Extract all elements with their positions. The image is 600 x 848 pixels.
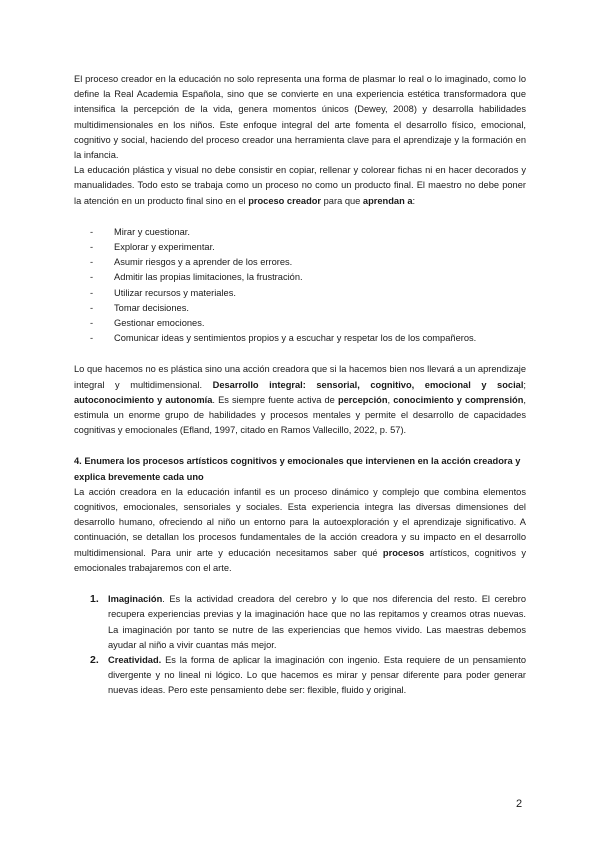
section-heading: 4. Enumera los procesos artísticos cognitivos y emocionales que intervienen en la acción creadora y explica brevemente cada uno	[74, 456, 521, 482]
bold-text: aprendan a	[362, 195, 413, 206]
page-content	[74, 72, 526, 699]
intro-paragraph: El proceso creador en la educación no solo representa una forma de plasmar lo real o lo imaginado, como lo define la Real Academia Española, sino que se convierte en una experiencia estética transformadora que intensifica la percepción de la vida, genera momentos únicos (Dewey, 2008) y desarrolla habilidades multidimensionales en los niños. Este enfoque integral del arte fomenta el desarrollo físico, emocional, cognitivo y social, haciendo del proceso creador una herramienta clave para el aprendizaje y la formación en la infancia.	[74, 74, 526, 161]
paragraph-text: La educación plástica y visual no debe consistir en copiar, rellenar y colorear fichas ni en hacer decorados y manualidades. Todo esto se trabaja como un proceso no como un producto final. El maestro no debe poner la atención en un producto final sino en el	[74, 165, 526, 206]
learning-list	[74, 225, 526, 347]
bold-text: proceso creador	[248, 195, 322, 206]
list-item: - Explorar y experimentar.	[90, 240, 526, 255]
bold-text: procesos	[382, 547, 425, 558]
list-number: 2.	[90, 653, 99, 666]
paragraph-text: Lo que hacemos no es plástica sino una acción creadora que si la hacemos bien nos llevará a un aprendizaje integral y multidimensional.	[74, 364, 526, 390]
paragraph-text: ;	[523, 379, 526, 390]
list-item	[74, 653, 526, 699]
process-term: Imaginación	[108, 594, 163, 605]
bold-text: percepción	[337, 394, 388, 405]
list-item: - Gestionar emociones.	[90, 316, 526, 331]
spacer	[74, 346, 526, 362]
paragraph-text: La acción creadora en la educación infantil es un proceso dinámico y complejo que combina elementos cognitivos, emocionales, sensoriales y sociales. Esta experiencia integra las diversas dimensiones del desarrollo humano, ofreciendo al niño un entorno para la autoexploración y el aprendizaje significativo. A continuación, se detallan los procesos fundamentales de la acción creadora y su impacto en el desarrollo multidimensional. Para unir arte y educación necesitamos saber qué	[74, 486, 526, 558]
process-description: . Es la actividad creadora del cerebro y lo que nos diferencia del resto. El cerebro recupera experiencias previas y la imaginación hace que no las repitamos y creamos otras nuevas. La imaginación por tanto se nutre de las experiencias que hemos vivido. Las maestras debemos ayudar al niño a vivir cuantas más mejor.	[108, 594, 526, 650]
list-item: - Comunicar ideas y sentimientos propios y a escuchar y respetar los de los compañeros.	[90, 331, 526, 346]
process-description: Es la forma de aplicar la imaginación con ingenio. Esta requiere de un pensamiento divergente y no lineal ni lógico. Lo que hacemos es mirar y pensar diferente para poder generar nuevas ideas. Pero este pensamiento debe ser: flexible, fluido y original.	[108, 654, 526, 696]
list-number: 1.	[90, 593, 99, 606]
bold-text: autoconocimiento y autonomía	[74, 394, 213, 405]
processes-intro-paragraph	[74, 485, 526, 576]
creative-action-paragraph	[74, 362, 526, 438]
list-item	[74, 592, 526, 653]
spacer	[74, 576, 526, 592]
processes-list	[74, 592, 526, 698]
list-item: - Admitir las propias limitaciones, la frustración.	[90, 270, 526, 285]
bold-text: Desarrollo integral: sensorial, cognitivo, emocional y social	[212, 379, 524, 390]
plastic-education-paragraph	[74, 163, 526, 209]
spacer	[74, 209, 526, 225]
paragraph-text: artísticos, cognitivos y emocionales trabajaremos con el arte.	[74, 547, 526, 573]
spacer	[74, 438, 526, 454]
bold-text: conocimiento y comprensión	[393, 394, 524, 405]
paragraph-text: :	[412, 195, 416, 206]
list-item: - Tomar decisiones.	[90, 301, 526, 316]
paragraph-text: ,	[387, 394, 394, 405]
list-item: - Utilizar recursos y materiales.	[90, 286, 526, 301]
page-number: 2	[516, 798, 523, 810]
paragraph-text: . Es siempre fuente activa de	[212, 394, 338, 405]
process-term: Creatividad.	[108, 654, 162, 665]
paragraph-text: para que	[321, 195, 363, 206]
list-item: - Asumir riesgos y a aprender de los errores.	[90, 255, 526, 270]
paragraph-text: , estimula un enorme grupo de habilidades y procesos mentales y permite el desarrollo de capacidades cognitivas y emocionales (Efland, 1997, citado en Ramos Vallecillo, 2022, p. 57).	[74, 394, 526, 436]
list-item: - Mirar y cuestionar.	[90, 225, 526, 240]
